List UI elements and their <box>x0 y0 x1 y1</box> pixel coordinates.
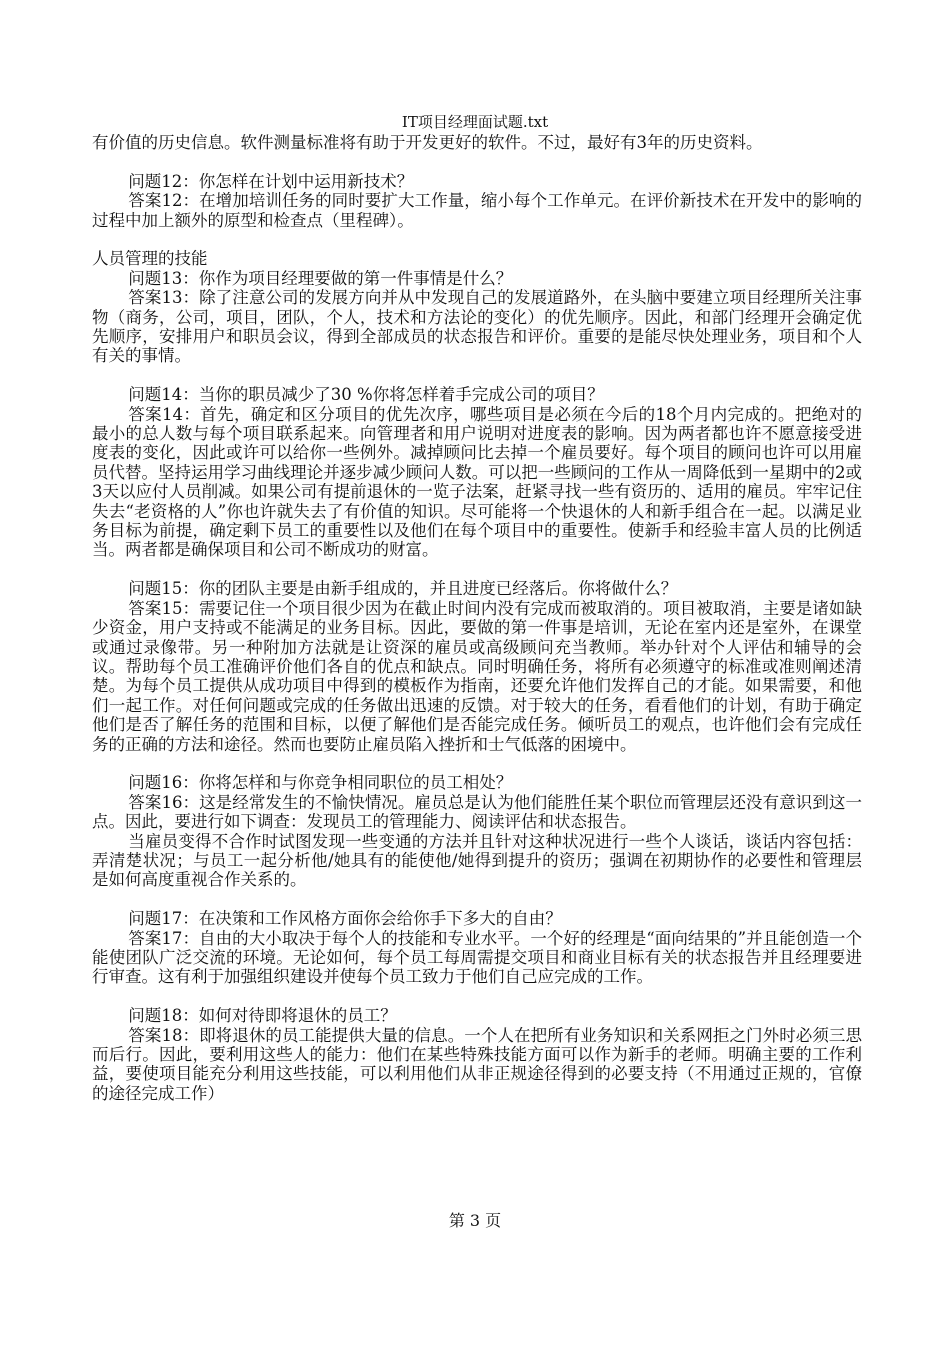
blank-line <box>92 152 862 171</box>
paragraph-continuation: 有价值的历史信息。软件测量标准将有助于开发更好的软件。不过，最好有3年的历史资料。 <box>92 133 763 152</box>
answer-18: 答案18：即将退休的员工能提供大量的信息。一个人在把所有业务知识和关系网拒之门外时必须三思而后行。因此，要利用这些人的能力：他们在某些特殊技能方面可以作为新手的老师。明确主要的工作利益，要使项目能充分利用这些技能，可以利用他们从非正规途径得到的必要支持（不用通过正规的，官僚的途径完成工作） <box>92 1025 862 1103</box>
answer-13: 答案13：除了注意公司的发展方向并从中发现自己的发展道路外，在头脑中要建立项目经理所关注事物（商务，公司，项目，团队，个人，技术和方法论的变化）的优先顺序。因此，和部门经理开会确定优先顺序，安排用户和职员会议，得到全部成员的状态报告和评价。重要的是能尽快处理业务，项目和个人有关的事情。 <box>92 288 862 366</box>
question-13: 问题13：你作为项目经理要做的第一件事情是什么？ <box>128 268 513 288</box>
question-17: 问题17：在决策和工作风格方面你会给你手下多大的自由？ <box>128 909 562 929</box>
answer-15: 答案15：需要记住一个项目很少因为在截止时间内没有完成而被取消的。项目被取消，主要是诸如缺少资金，用户支持或不能满足的业务目标。因此，要做的第一件事是培训，无论在室内还是室外，在课堂或通过录像带。另一种附加方法就是让资深的雇员或高级顾问充当教师。举办针对个人评估和辅导的会议。帮助每个员工准确评价他们各自的优点和缺点。同时明确任务，将所有必须遵守的标准或准则阐述清楚。为每个员工提供从成功项目中得到的模板作为指南，还要允许他们发挥自己的才能。如果需要，和他们一起工作。对任何问题或完成的任务做出迅速的反馈。对于较大的任务，看看他们的计划，有助于确定他们是否了解任务的范围和目标，以便了解他们是否能完成任务。倾听员工的观点，也许他们会有完成任务的正确的方法和途径。然而也要防止雇员陷入挫折和士气低落的困境中。 <box>92 598 862 754</box>
section-heading: 人员管理的技能 <box>92 249 208 269</box>
answer-17: 答案17：自由的大小取决于每个人的技能和专业水平。一个好的经理是“面向结果的”并且能创造一个能使团队广泛交流的环境。无论如何，每个员工每周需提交项目和商业目标有关的状态报告并且经理要进行审查。这有利于加强组织建设并使每个员工致力于他们自己应完成的工作。 <box>92 928 862 987</box>
blank-line <box>92 560 862 579</box>
answer-16: 答案16：这是经常发生的不愉快情况。雇员总是认为他们能胜任某个职位而管理层还没有意识到这一点。因此，要进行如下调查：发现员工的管理能力、阅读评估和状态报告。 <box>92 792 862 832</box>
blank-line <box>92 230 862 249</box>
page-number: 第 3 页 <box>448 1211 502 1230</box>
question-18: 问题18：如何对待即将退休的员工？ <box>128 1006 397 1026</box>
answer-16-continued: 当雇员变得不合作时试图发现一些变通的方法并且针对这种状况进行一些个人谈话，谈话内容包括：弄清楚状况；与员工一起分析他/她具有的能使他/她得到提升的资历；强调在初期协作的必要性和管理层是如何高度重视合作关系的。 <box>92 831 862 890</box>
blank-line <box>92 987 862 1006</box>
question-14: 问题14：当你的职员减少了30 %你将怎样着手完成公司的项目？ <box>128 385 604 405</box>
blank-line <box>92 366 862 385</box>
blank-line <box>92 754 862 773</box>
file-title-header: IT项目经理面试题.txt <box>401 113 549 131</box>
question-15: 问题15：你的团队主要是由新手组成的，并且进度已经落后。你将做什么？ <box>128 579 678 599</box>
document-body <box>92 133 862 1103</box>
answer-12: 答案12：在增加培训任务的同时要扩大工作量，缩小每个工作单元。在评价新技术在开发中的影响的过程中加上额外的原型和检查点（里程碑）。 <box>92 191 862 230</box>
question-12: 问题12：你怎样在计划中运用新技术？ <box>128 171 414 191</box>
blank-line <box>92 890 862 909</box>
question-16: 问题16：你将怎样和与你竞争相同职位的员工相处？ <box>128 773 513 793</box>
answer-14: 答案14：首先，确定和区分项目的优先次序，哪些项目是必须在今后的18个月内完成的。把绝对的最小的总人数与每个项目联系起来。向管理者和用户说明对进度表的影响。因为两者都也许不愿意接受进度表的变化，因此或许可以给你一些例外。减掉顾问比去掉一个雇员要好。每个项目的顾问也许可以用雇员代替。坚持运用学习曲线理论并逐步减少顾问人数。可以把一些顾问的工作从一周降低到一星期中的2或3天以应付人员削减。如果公司有提前退休的一览子法案，赶紧寻找一些有资历的、适用的雇员。牢牢记住失去“老资格的人”你也许就失去了有价值的知识。尽可能将一个快退休的人和新手组合在一起。以满足业务目标为前提，确定剩下员工的重要性以及他们在每个项目中的重要性。使新手和经验丰富人员的比例适当。两者都是确保项目和公司不断成功的财富。 <box>92 404 862 560</box>
